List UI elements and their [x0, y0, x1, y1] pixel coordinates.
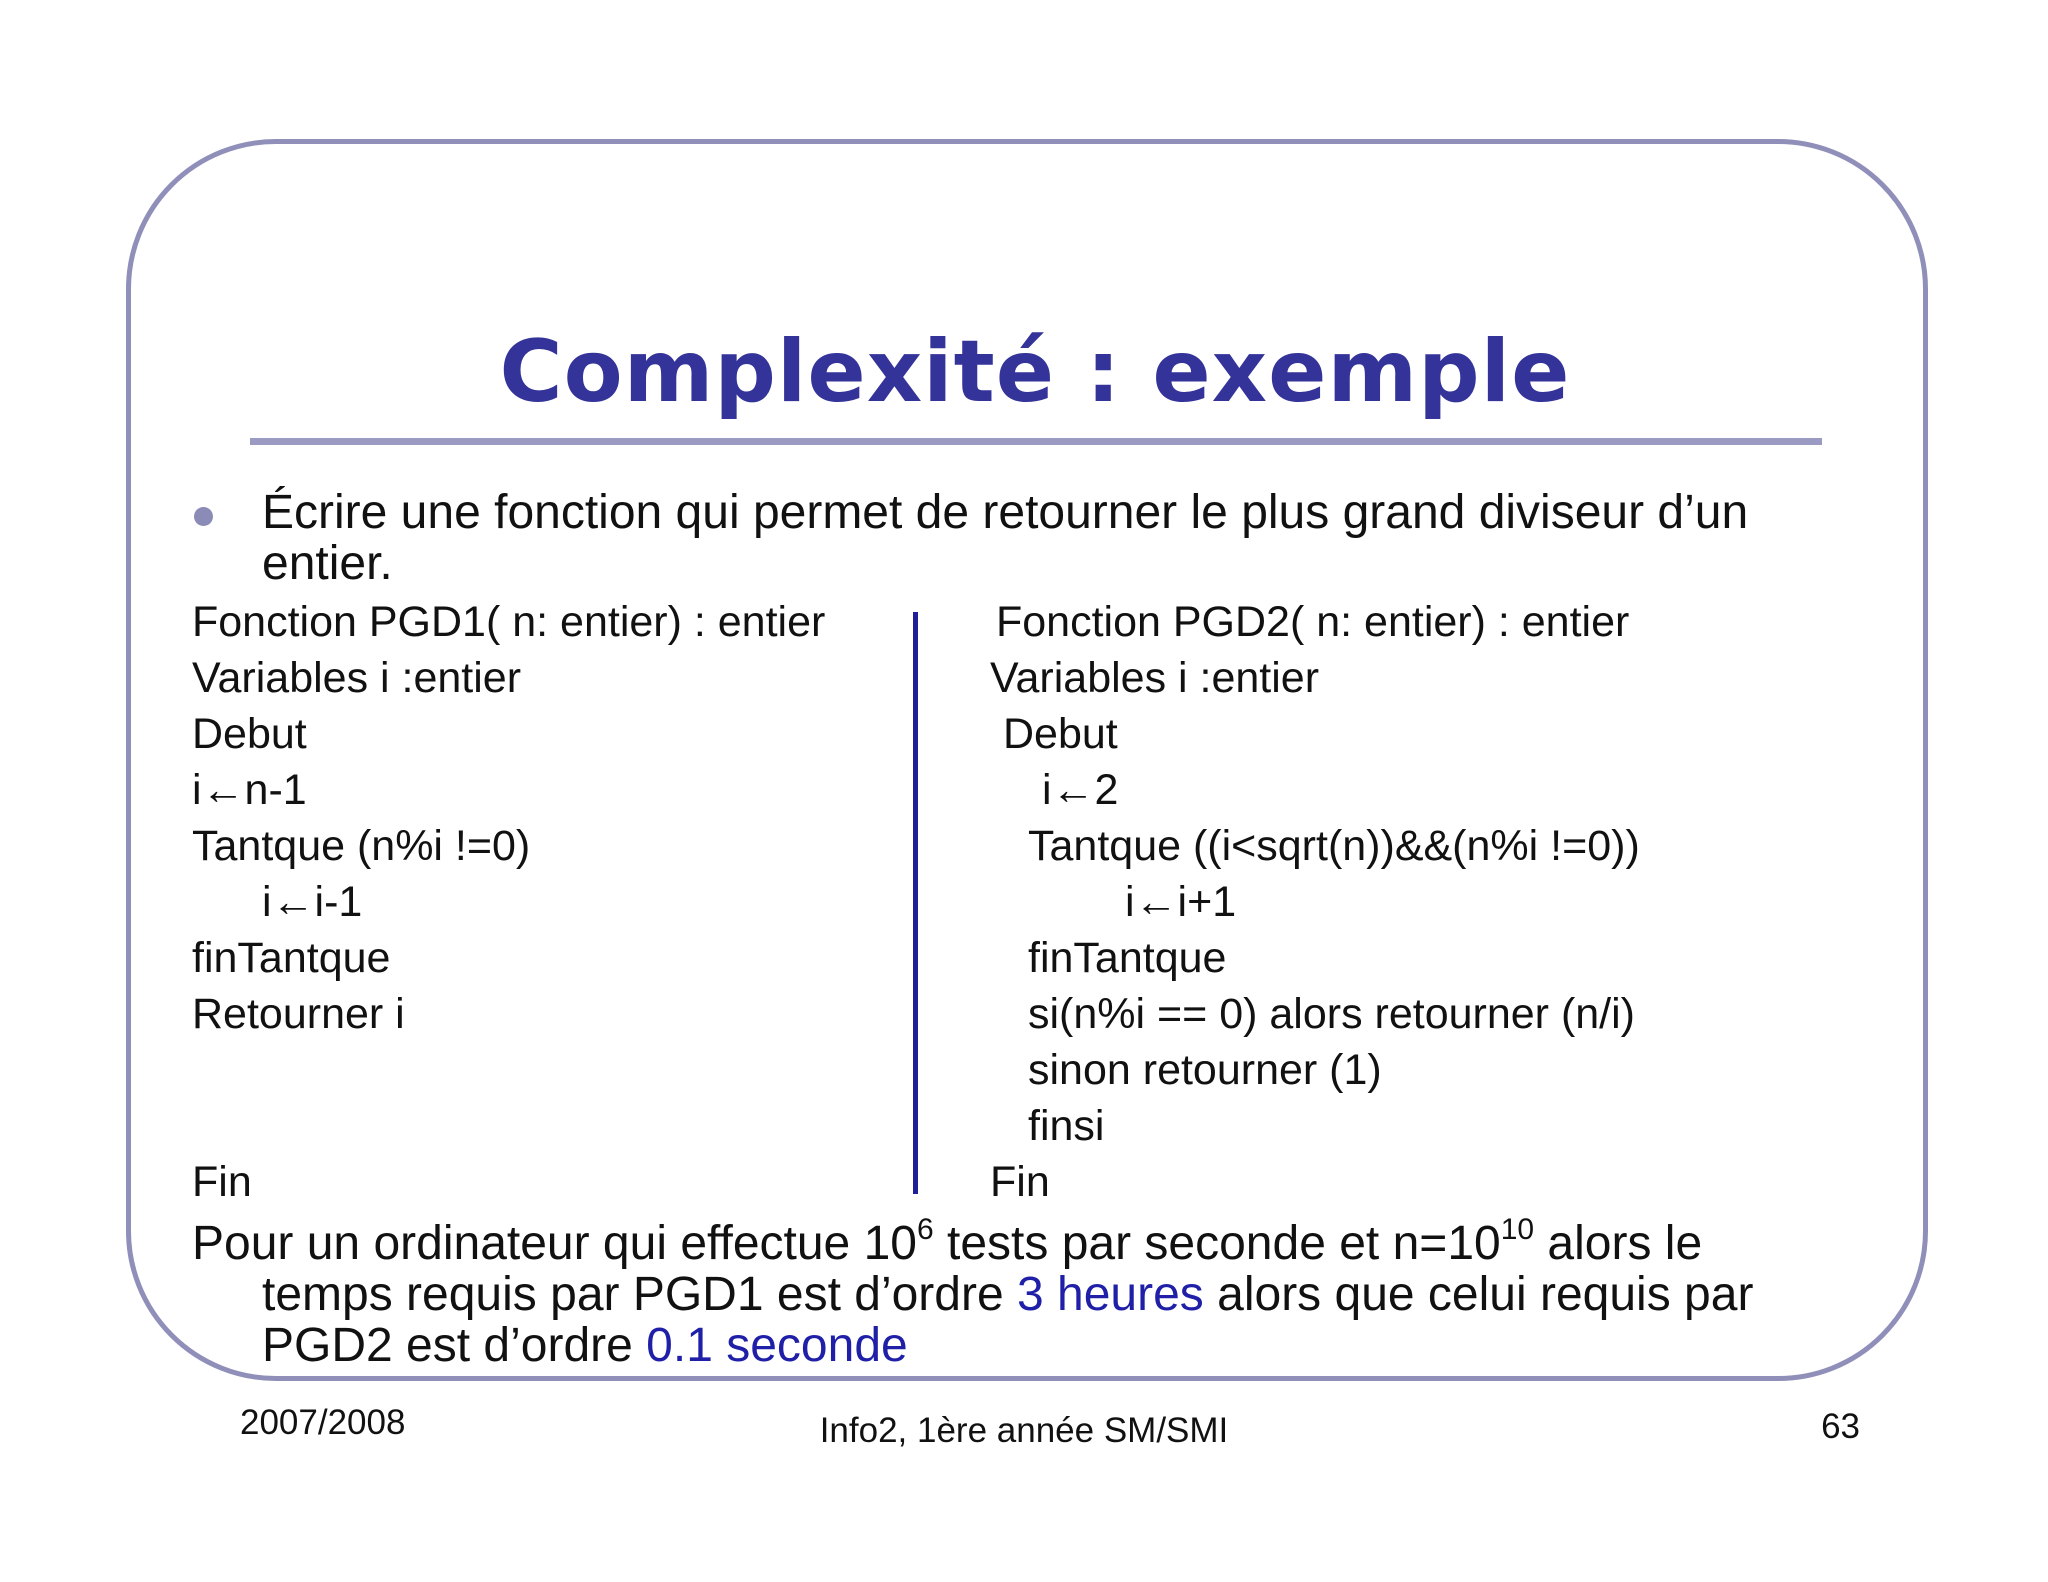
pgd2-line: Fin — [990, 1158, 1050, 1206]
pgd2-line: i←2 — [1042, 766, 1119, 814]
pgd2-line: finsi — [1028, 1102, 1105, 1150]
column-divider — [913, 612, 918, 1194]
pgd1-line: finTantque — [192, 934, 391, 982]
pgd1-line: Tantque (n%i !=0) — [192, 822, 531, 870]
pgd1-line: Debut — [192, 710, 307, 758]
conclusion-paragraph — [192, 1213, 1892, 1372]
pgd2-line: finTantque — [1028, 934, 1227, 982]
pgd1-line: i←n-1 — [192, 766, 307, 814]
pgd1-line: Fin — [192, 1158, 252, 1206]
pgd1-line: i←i-1 — [262, 878, 363, 926]
pgd2-line: Tantque ((i<sqrt(n))&&(n%i !=0)) — [1028, 822, 1640, 870]
pgd2-line: sinon retourner (1) — [1028, 1046, 1382, 1094]
pgd2-line: i←i+1 — [1125, 878, 1237, 926]
footer-course: Info2, 1ère année SM/SMI — [819, 1411, 1229, 1450]
pgd2-line: Debut — [1003, 710, 1118, 758]
exponent: 6 — [916, 1213, 934, 1246]
title-underline — [250, 438, 1822, 445]
footer-page-number: 63 — [1821, 1407, 1860, 1446]
pgd1-line: Variables i :entier — [192, 654, 522, 702]
exponent: 10 — [1500, 1213, 1535, 1246]
pgd2-line: si(n%i == 0) alors retourner (n/i) — [1028, 990, 1635, 1038]
highlight-pgd2-time: 0.1 seconde — [646, 1319, 908, 1372]
conclusion-line: PGD2 est d’ordre 0.1 seconde — [262, 1319, 908, 1372]
bullet-text: Écrire une fonction qui permet de retourner le plus grand diviseur d’un entier. — [262, 486, 1749, 590]
footer-year: 2007/2008 — [240, 1403, 406, 1442]
slide-title: Complexité : exemple — [499, 322, 1571, 422]
conclusion-line: Pour un ordinateur qui effectue $10^6$ tests par seconde et $n=10^{10}$ alors le — [192, 1213, 1703, 1270]
pgd1-line: Fonction PGD1( n: entier) : entier — [192, 598, 826, 646]
pgd1-line: Retourner i — [192, 990, 405, 1038]
conclusion-line: temps requis par PGD1 est d’ordre 3 heures alors que celui requis par — [262, 1268, 1754, 1321]
bullet-dot-icon — [194, 507, 213, 526]
pgd2-line: Variables i :entier — [990, 654, 1320, 702]
highlight-pgd1-time: 3 heures — [1017, 1268, 1204, 1321]
pgd2-line: Fonction PGD2( n: entier) : entier — [996, 598, 1630, 646]
